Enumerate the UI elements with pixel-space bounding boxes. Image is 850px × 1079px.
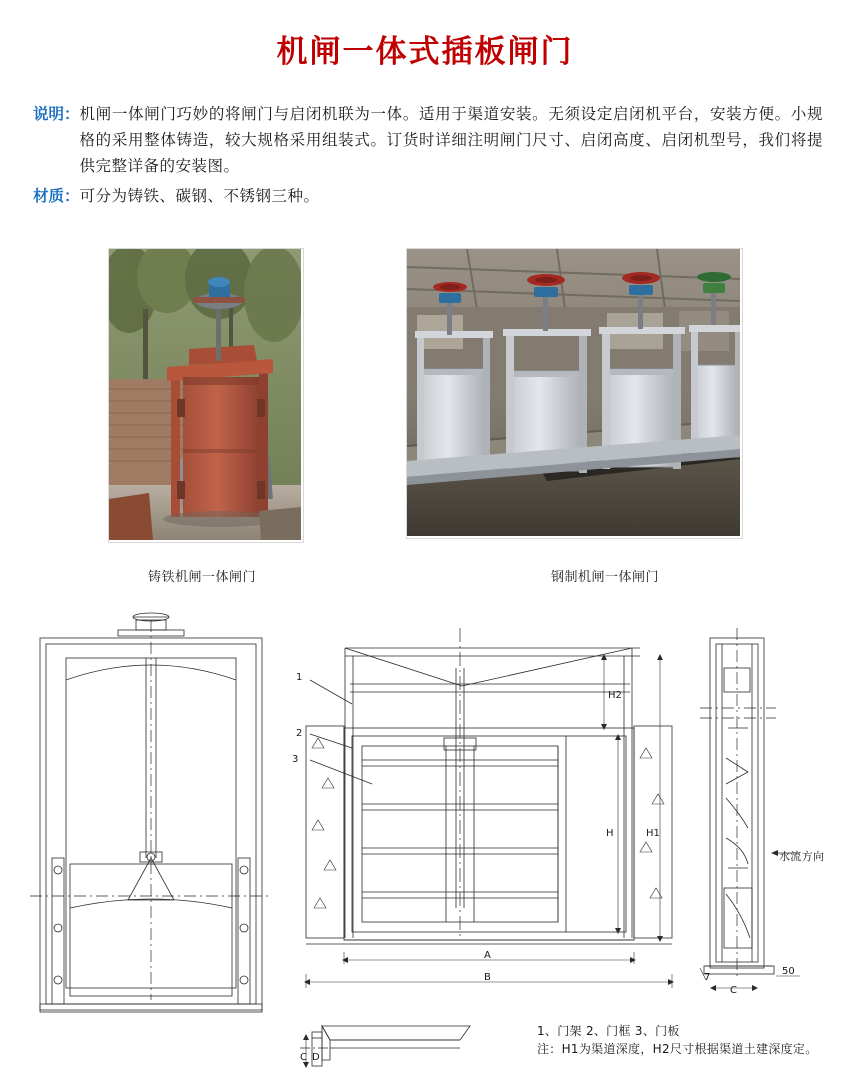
dim-c-detail: C [300,1052,307,1063]
description-block [33,101,823,211]
description-text-shuoming: 机闸一体闸门巧妙的将闸门与启闭机联为一体。适用于渠道安装。无须设定启闭机平台，安装方便。小规格的采用整体铸造，较大规格采用组装式。订货时详细注明闸门尺寸、启闭高度、启闭机型号，我们将提供完整详备的安装图。 [79,105,823,175]
dim-d-detail: D [312,1052,320,1063]
legend-items: 1、门架 2、门框 3、门板 [537,1024,680,1038]
cast-iron-gate-photo [108,248,304,543]
dim-7: 7 [704,972,711,983]
section-drawing [296,628,674,988]
description-text-caizhi: 可分为铸铁、碳钢、不锈钢三种。 [79,187,320,205]
dim-50: 50 [782,966,795,977]
dim-h1: H1 [646,828,660,839]
flow-direction-label: 水流方向 [779,850,825,863]
callout-2: 2 [296,728,303,739]
description-label-caizhi: 材质： [33,187,80,205]
description-label-shuoming: 说明： [33,105,80,123]
front-elevation-drawing [30,613,272,1012]
dim-h: H [606,828,614,839]
dim-c-side: C [730,985,737,996]
callout-3: 3 [292,754,299,765]
callout-1: 1 [296,672,303,683]
technical-drawings [0,608,850,1068]
photo-gallery [0,248,850,548]
description-row-shuoming [33,101,823,179]
page-title: 机闸一体式插板闸门 [276,34,574,70]
legend-note: 注：H1为渠道深度，H2尺寸根据渠道土建深度定。 [537,1042,818,1056]
description-row-caizhi [33,183,823,209]
dim-a: A [484,950,491,961]
detail-drawing [300,1026,470,1068]
photo-caption-1: 铸铁机闸一体闸门 [148,570,257,585]
photo-caption-2: 钢制机闸一体闸门 [551,570,660,585]
dim-h2: H2 [608,690,622,701]
steel-gate-photo [406,248,743,539]
side-view-drawing [700,628,800,991]
dim-b: B [484,972,491,983]
